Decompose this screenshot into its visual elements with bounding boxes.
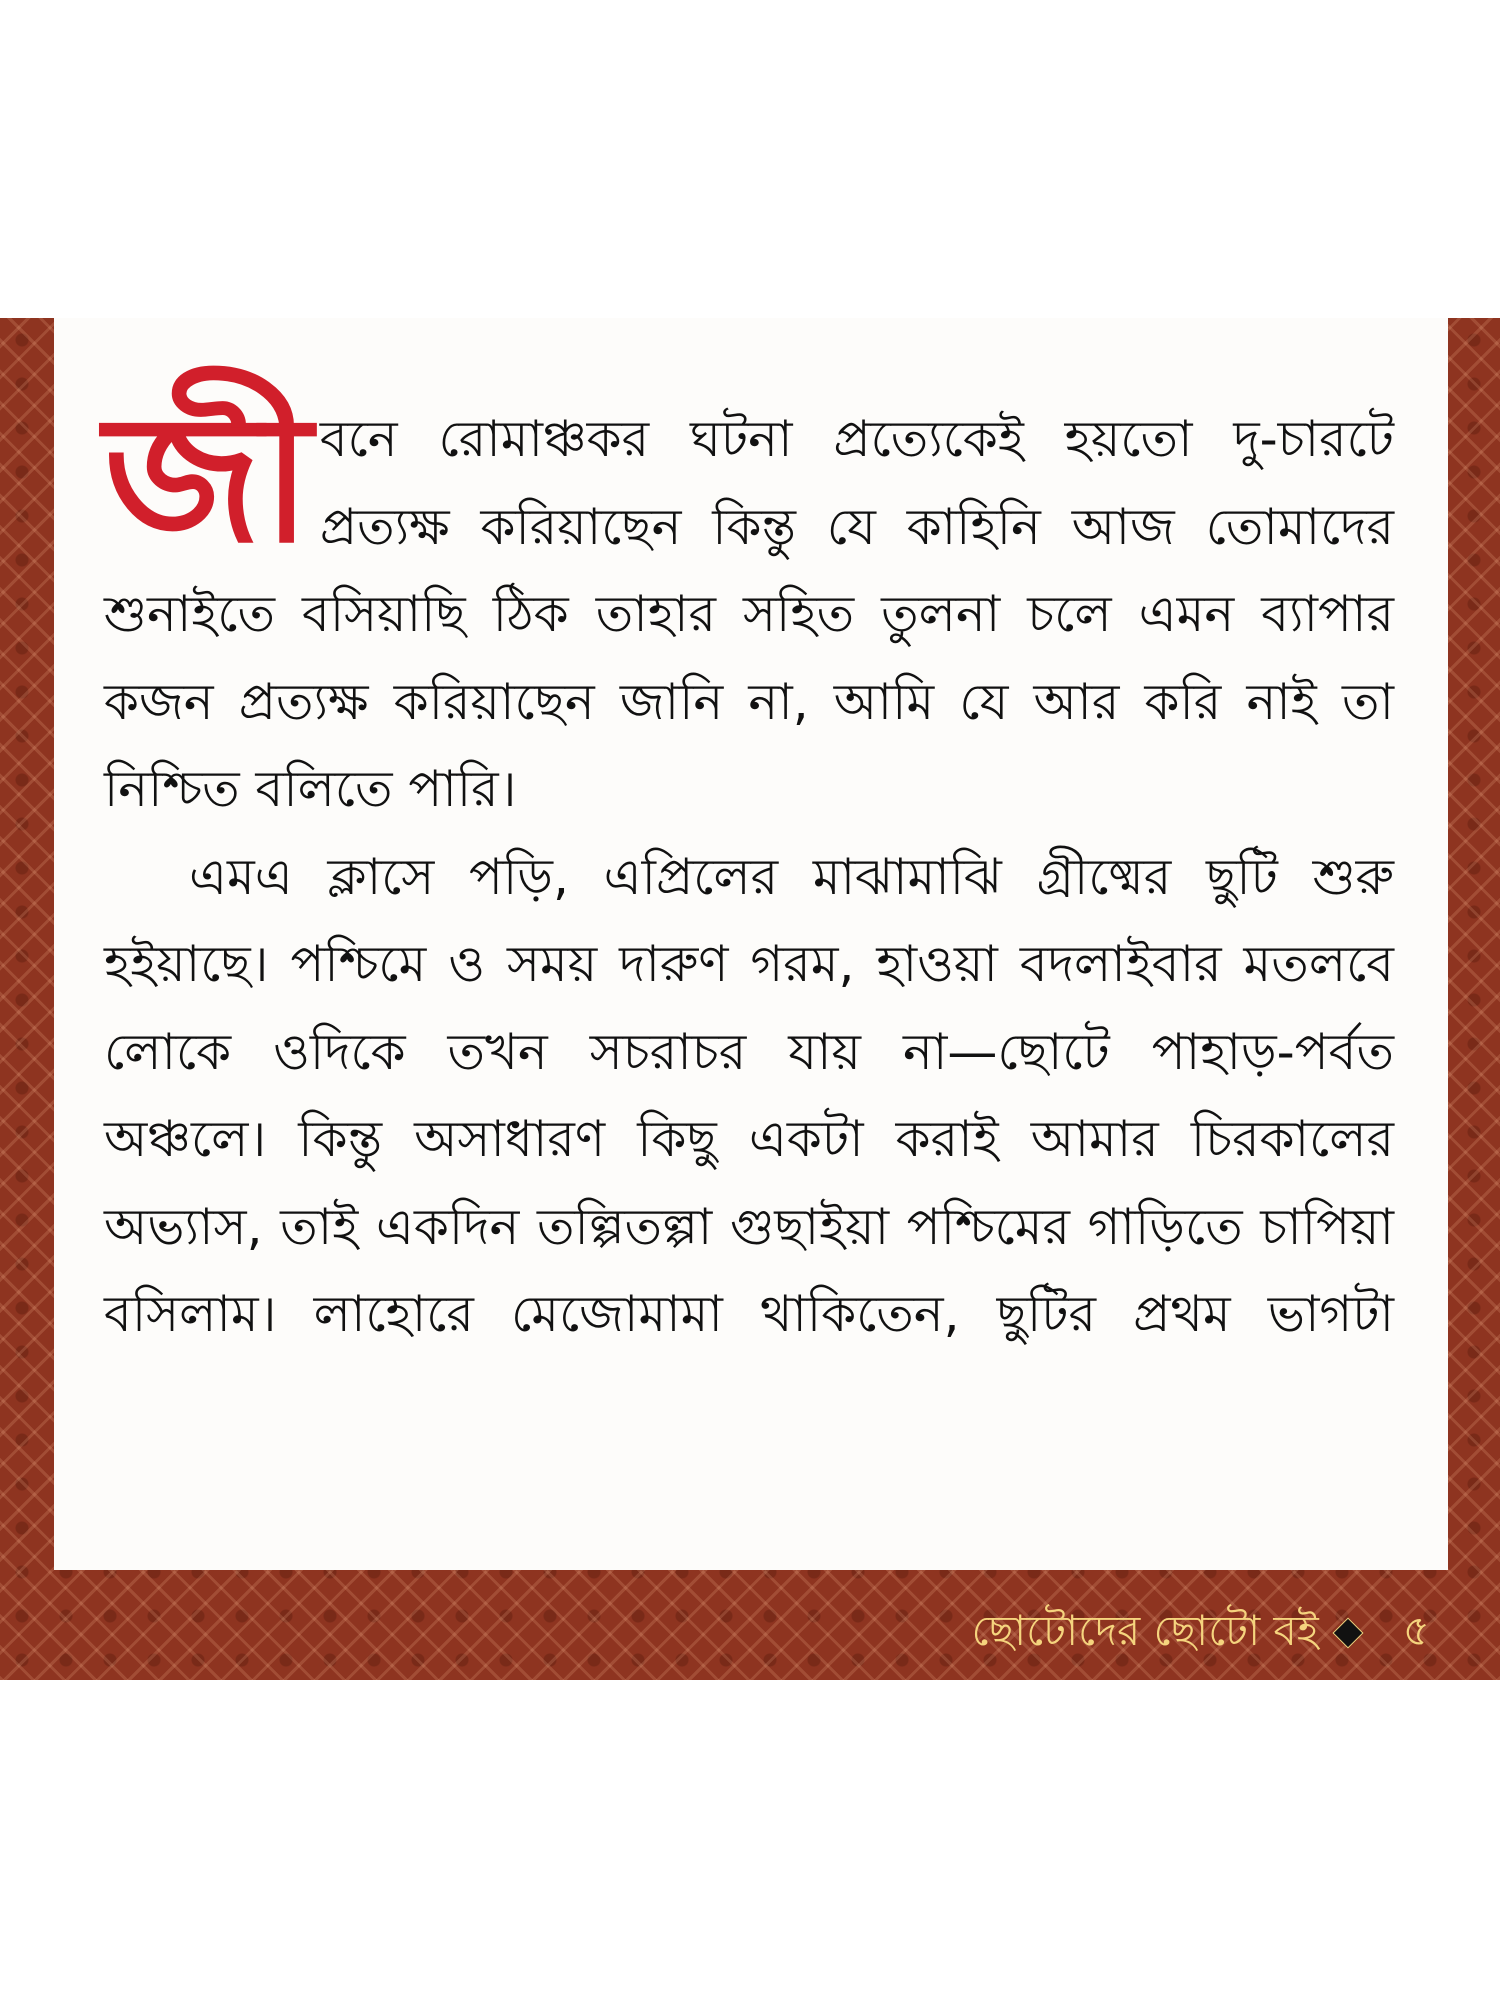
page-number: ৫ <box>1402 1605 1430 1655</box>
paragraph-2: এমএ ক্লাসে পড়ি, এপ্রিলের মাঝামাঝি গ্রীষ্মের ছুটি শুরু হইয়াছে। পশ্চিমে ও সময় দারুণ গরম, হাওয়া বদলাইবার মতলবে লোকে ওদিকে তখন সচরাচর যায় না—ছোটে পাহাড়-পর্বত অঞ্চলে। কিন্তু অসাধারণ কিছু একটা করাই আমার চিরকালের অভ্যাস, তাই একদিন তল্পিতল্পা গুছাইয়া পশ্চিমের গাড়িতে চাপিয়া বসিলাম। লাহোরে মেজোমামা থাকিতেন, ছুটির প্রথম ভাগটা <box>104 847 1394 1343</box>
page-footer <box>972 1598 1430 1668</box>
paragraph-1-text: বনে রোমাঞ্চকর ঘটনা প্রত্যেকেই হয়তো দু-চারটে প্রত্যক্ষ করিয়াছেন কিন্তু যে কাহিনি আজ তোমাদের শুনাইতে বসিয়াছি ঠিক তাহার সহিত তুলনা চলে এমন ব্যাপার কজন প্রত্যক্ষ করিয়াছেন জানি না, আমি যে আর করি নাই তা নিশ্চিত বলিতে পারি। <box>104 410 1394 818</box>
page-panel <box>54 318 1448 1570</box>
book-title: ছোটোদের ছোটো বই <box>971 1605 1319 1655</box>
article-text <box>104 377 1394 1359</box>
diamond-icon <box>1332 1617 1363 1648</box>
drop-cap: জী <box>104 377 312 582</box>
paragraph-1 <box>104 377 1394 834</box>
